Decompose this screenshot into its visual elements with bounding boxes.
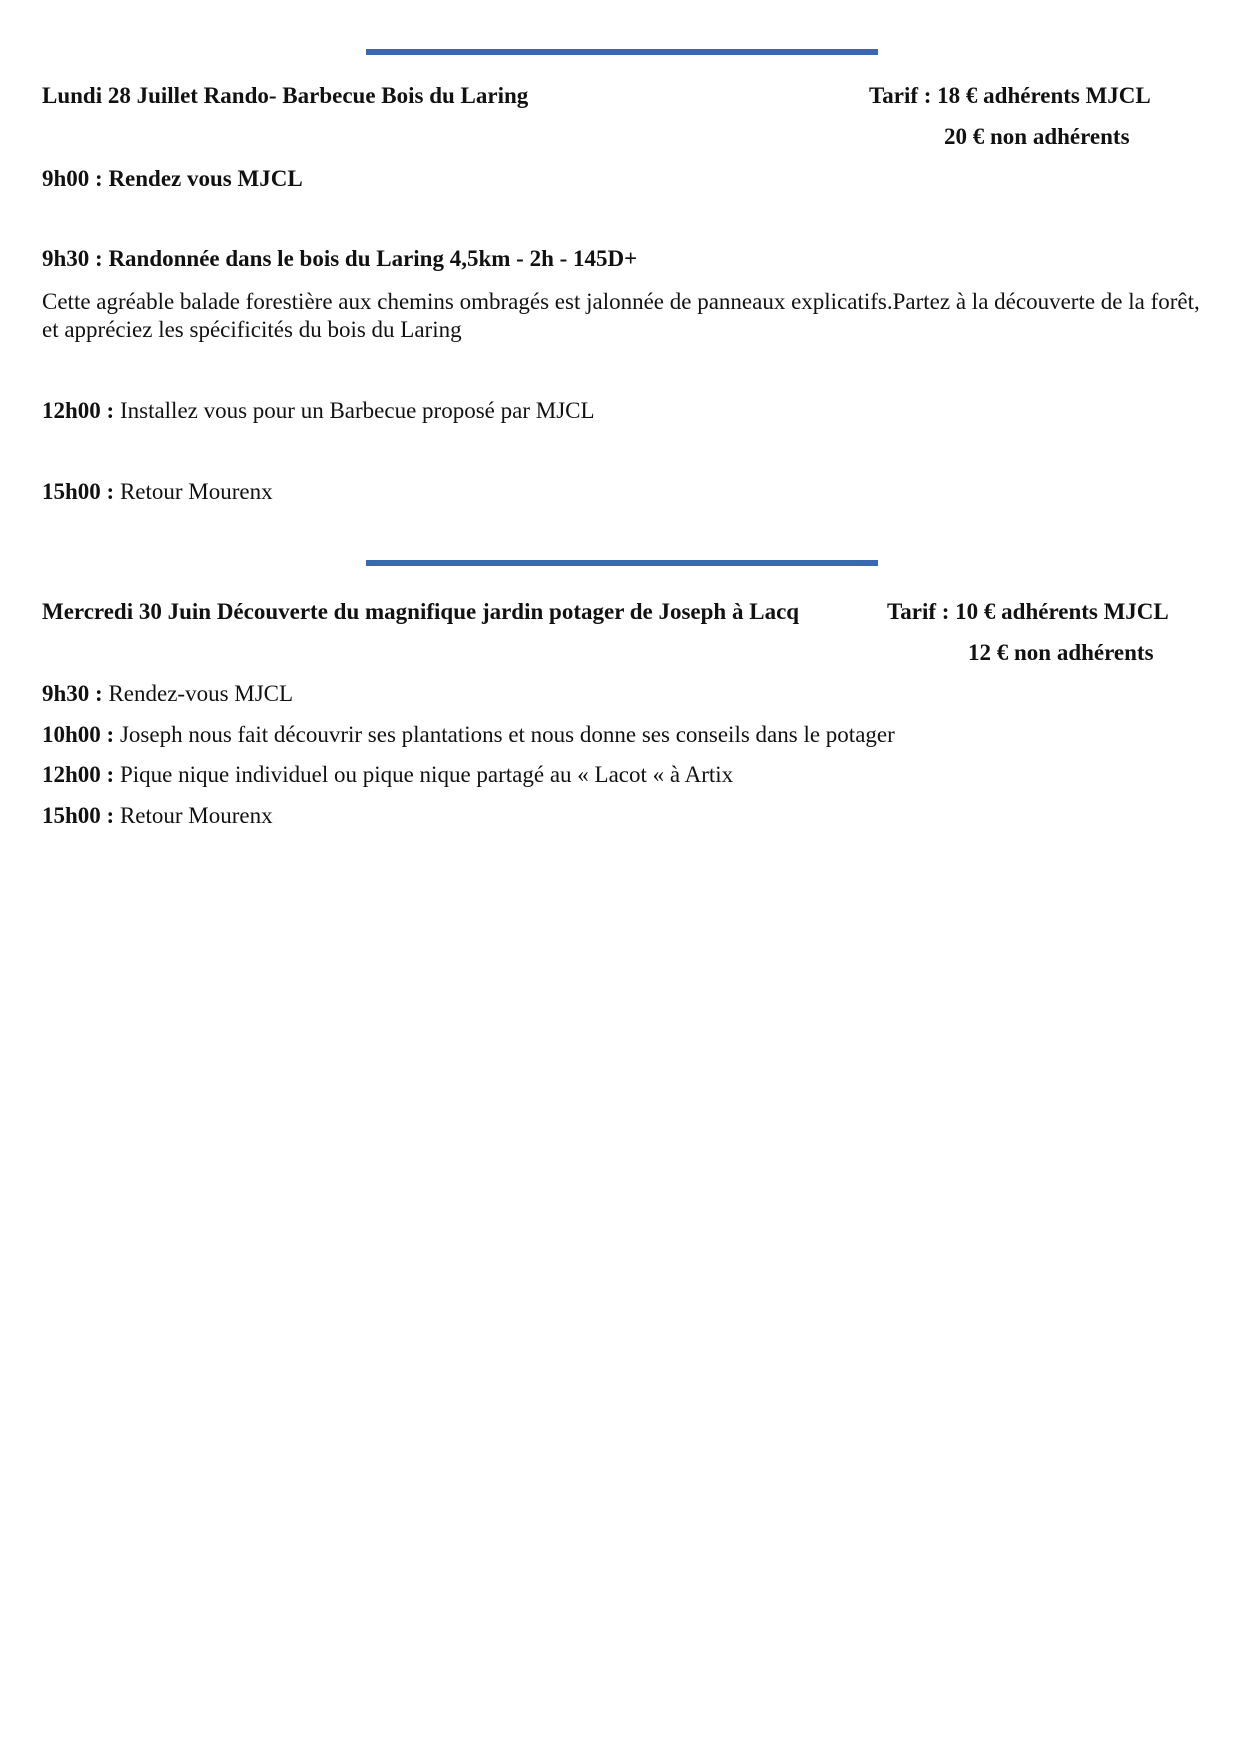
schedule-text: Joseph nous fait découvrir ses plantations et nous donne ses conseils dans le potager: [114, 722, 895, 747]
schedule-text: Retour Mourenx: [114, 479, 273, 504]
schedule-text: Rendez-vous MJCL: [102, 681, 294, 706]
event1-tarif-non-adherents: 20 € non adhérents: [944, 124, 1130, 149]
event2-schedule-item: [42, 802, 273, 830]
schedule-time: 9h30 :: [42, 681, 103, 706]
schedule-time: 15h00 :: [42, 803, 115, 828]
event2-schedule-item: [42, 761, 733, 789]
event1-tarif-adherents: Tarif : 18 € adhérents MJCL: [869, 83, 1151, 108]
event2-schedule-item: [42, 680, 293, 708]
event1-title: Lundi 28 Juillet Rando- Barbecue Bois du Laring: [42, 83, 529, 108]
schedule-text: Installez vous pour un Barbecue proposé par MJCL: [114, 398, 595, 423]
schedule-time: 12h00 :: [42, 398, 115, 423]
event2-tarif-non-adherents: 12 € non adhérents: [968, 640, 1154, 665]
event1-description: Cette agréable balade forestière aux chemins ombragés est jalonnée de panneaux explicatifs.Partez à la découverte de la forêt, et appréciez les spécificités du bois du Laring: [42, 289, 1200, 342]
schedule-time: 12h00 :: [42, 762, 115, 787]
schedule-text: Retour Mourenx: [114, 803, 273, 828]
event1-hike: 9h30 : Randonnée dans le bois du Laring 4,5km - 2h - 145D+: [42, 246, 638, 271]
section-divider-2: [366, 560, 878, 566]
event2-schedule-item: [42, 721, 895, 749]
event2-title: Mercredi 30 Juin Découverte du magnifique jardin potager de Joseph à Lacq: [42, 599, 800, 624]
section-divider-1: [366, 49, 878, 55]
schedule-time: 10h00 :: [42, 722, 115, 747]
event1-meeting: 9h00 : Rendez vous MJCL: [42, 166, 303, 191]
event1-schedule-item: [42, 397, 595, 425]
schedule-time: 15h00 :: [42, 479, 115, 504]
schedule-text: Pique nique individuel ou pique nique partagé au « Lacot « à Artix: [114, 762, 734, 787]
event2-tarif-adherents: Tarif : 10 € adhérents MJCL: [887, 599, 1169, 624]
event1-schedule-item: [42, 478, 273, 506]
